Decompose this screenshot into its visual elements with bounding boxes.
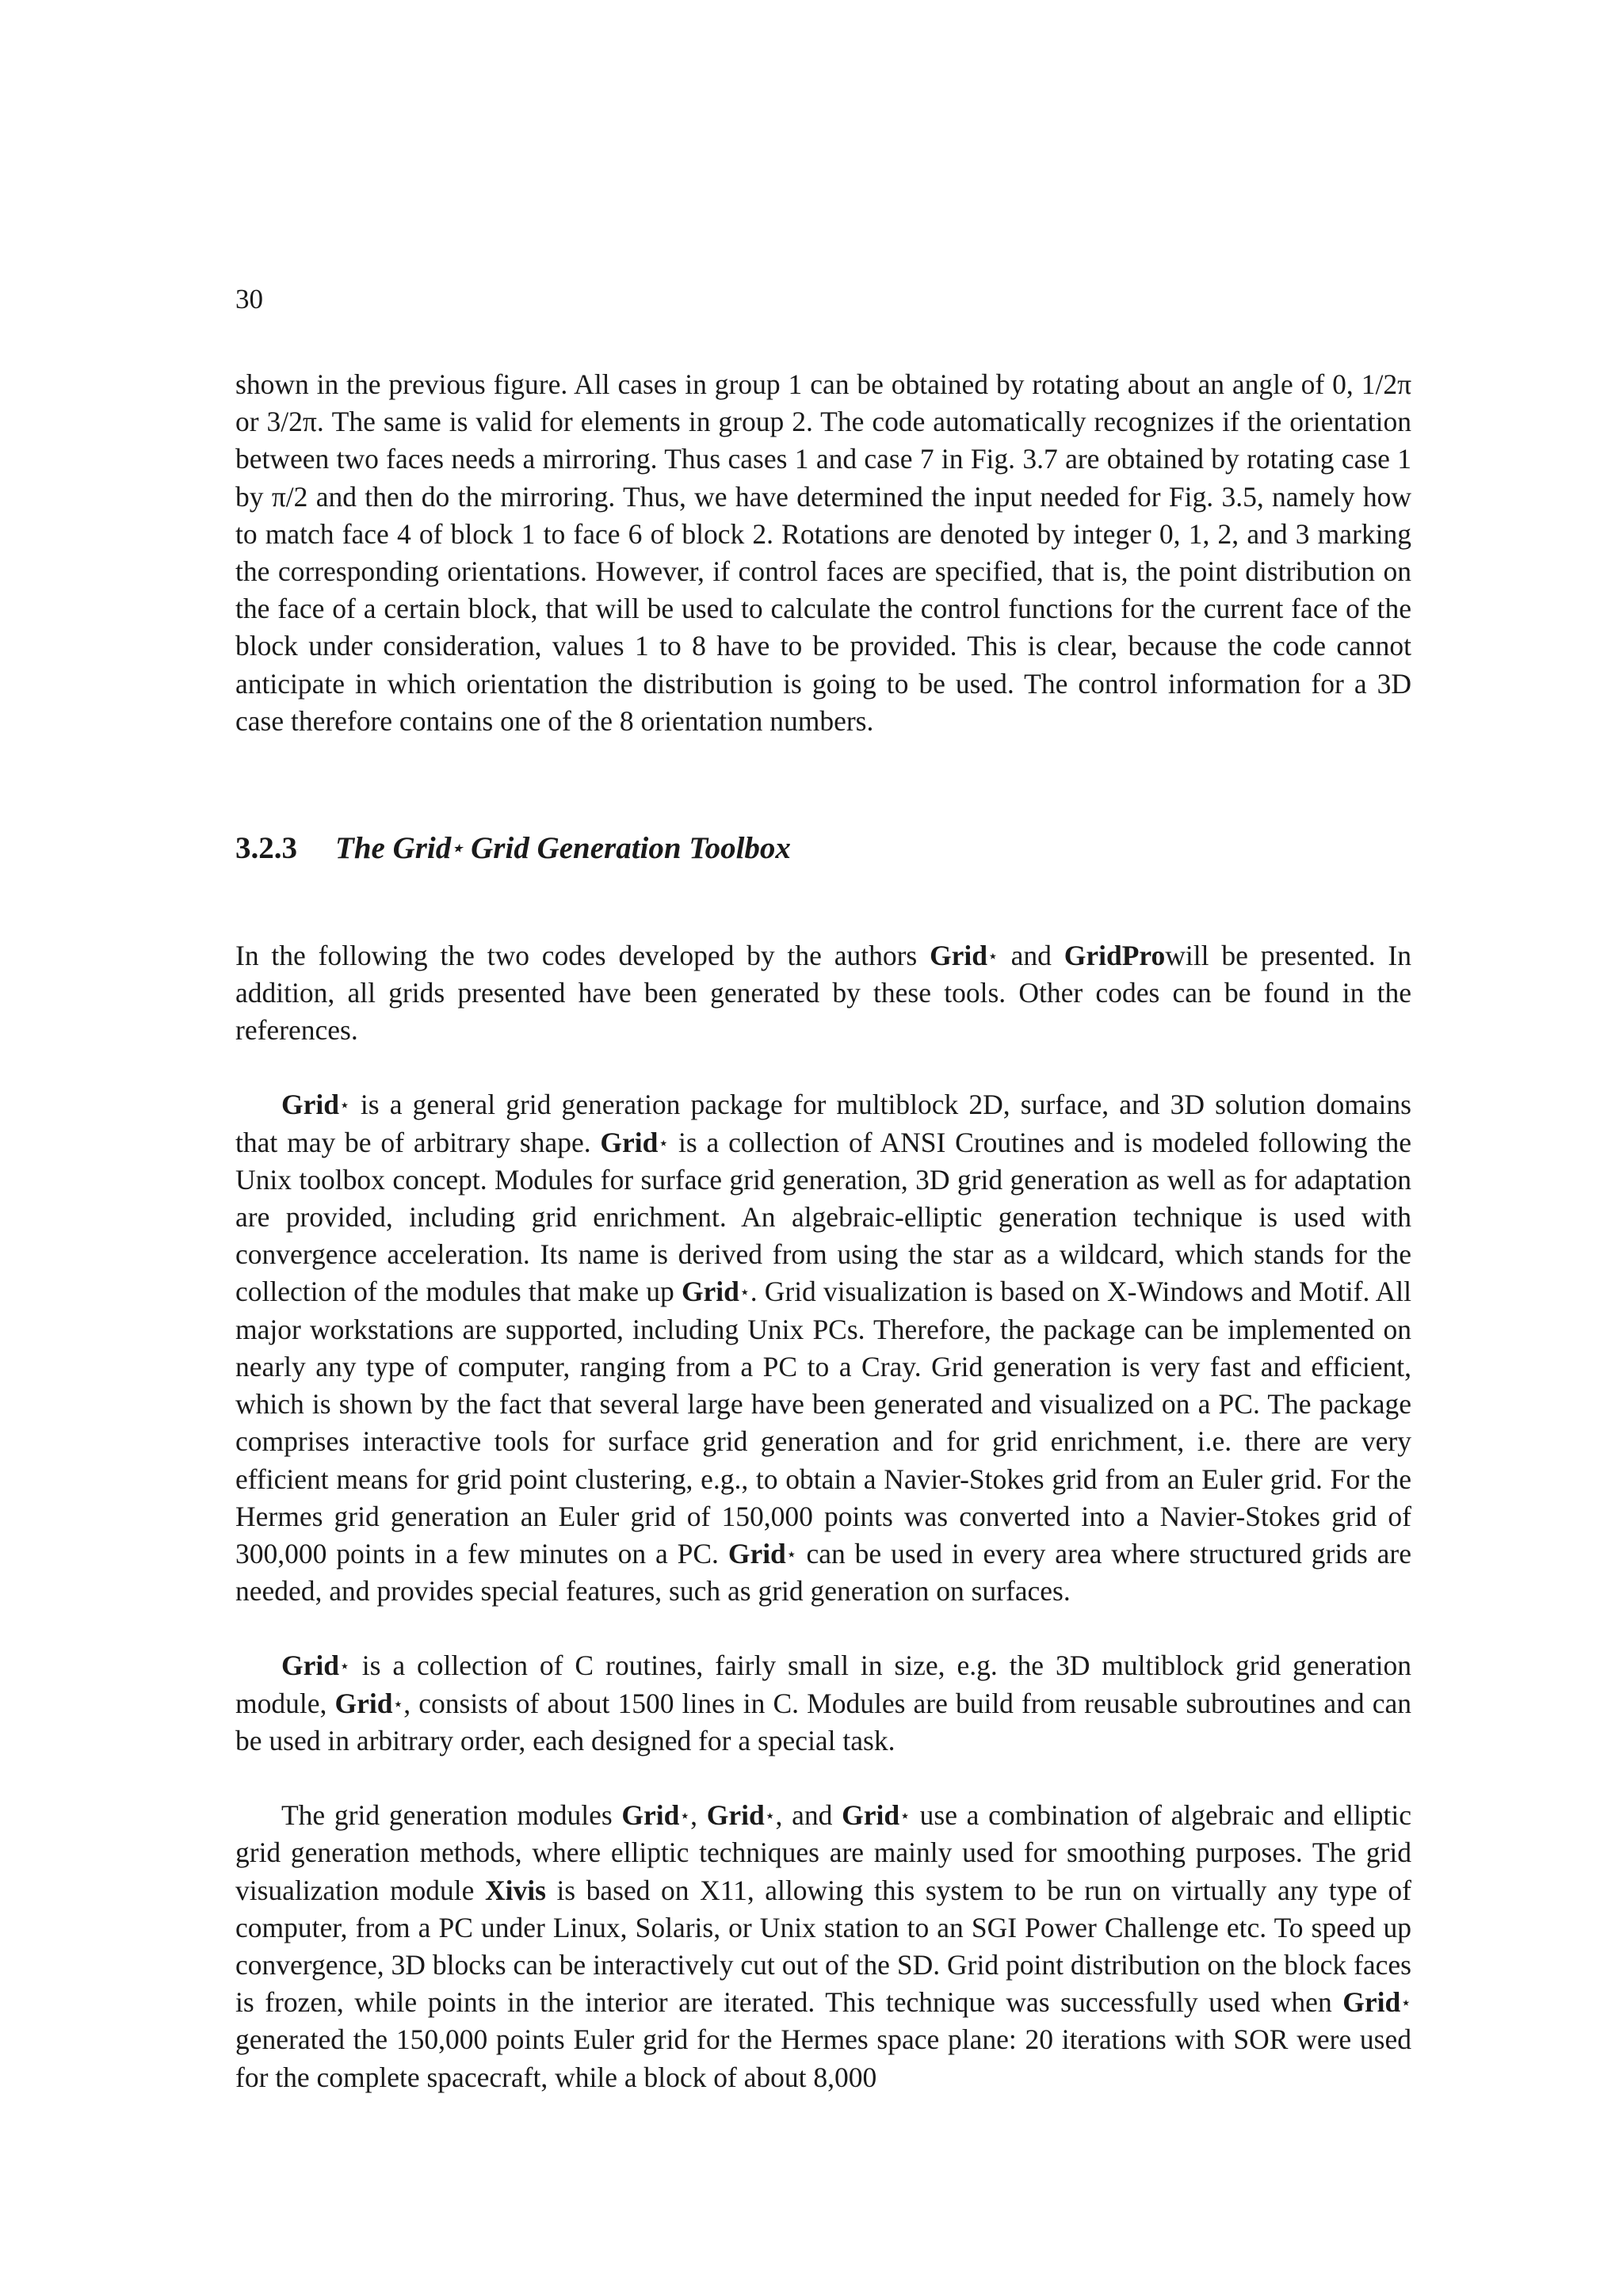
page-number: 30 bbox=[235, 284, 263, 315]
text-run: use a combination of algebraic and elliptic grid generation methods, where elliptic techniques are mainly used for smoothing purposes. The grid visualization module bbox=[235, 1799, 1412, 1906]
text-run: generated the 150,000 points Euler grid for the Hermes space plane: 20 iterations with SOR were used for the complete spacecraft, while a block of about 8,000 bbox=[235, 2023, 1411, 2093]
star-symbol: ⋆ bbox=[679, 1806, 691, 1826]
text-run: will be presented. In addition, all grids presented have been generated by these tools. Other codes can be found in the references. bbox=[235, 939, 1412, 1047]
section-title-part: Grid Generation Toolbox bbox=[463, 831, 791, 866]
section-title bbox=[335, 831, 791, 865]
paragraph-text: shown in the previous figure. All cases in group 1 can be obtained by rotating about an angle of 0, 1/2π or 3/2π. The same is valid for elements in group 2. The code automatically recognizes if the orientation between two faces needs a mirroring. Thus cases 1 and case 7 in Fig. 3.7 are obtained by rotating case 1 by π/2 and then do the mirroring. Thus, we have determined the input needed for Fig. 3.5, namely how to match face 4 of block 1 to face 6 of block 2. Rotations are denoted by integer 0, 1, 2, and 3 marking the corresponding orientations. However, if control faces are specified, that is, the point distribution on the face of a certain block, that will be used to calculate the control functions for the current face of the block under consideration, values 1 to 8 have to be provided. This is clear, because the code cannot anticipate in which orientation the distribution is going to be used. The control information for a 3D case therefore contains one of the 8 orientation numbers. bbox=[235, 368, 1411, 737]
star-symbol: ⋆ bbox=[392, 1693, 404, 1714]
product-name-grid: Grid bbox=[600, 1126, 659, 1158]
star-symbol: ⋆ bbox=[451, 837, 464, 860]
product-name-grid: Grid bbox=[930, 939, 988, 971]
text-run: , bbox=[690, 1799, 707, 1832]
text-run: , and bbox=[775, 1799, 842, 1832]
product-name-grid: Grid bbox=[281, 1089, 339, 1121]
section-title-part: The Grid bbox=[335, 831, 452, 866]
star-symbol: ⋆ bbox=[764, 1806, 776, 1826]
star-symbol: ⋆ bbox=[338, 1656, 350, 1676]
paragraph-modules bbox=[235, 1797, 1411, 2096]
text-run: is a collection of ANSI Croutines and is modeled following the Unix toolbox concept. Modules for surface grid generation, 3D grid generation as well as for adaptation are provided, including grid enrichment. An algebraic-elliptic generation technique is used with convergence acceleration. Its name is derived from using the star as a wildcard, which stands for the collection of the modules that make up bbox=[235, 1126, 1411, 1308]
product-name-grid: Grid bbox=[842, 1799, 900, 1832]
text-run: is a general grid generation package for multiblock 2D, surface, and 3D solution domains that may be of arbitrary shape. bbox=[235, 1089, 1411, 1158]
section-number: 3.2.3 bbox=[235, 831, 297, 866]
star-symbol: ⋆ bbox=[1400, 1993, 1411, 2013]
product-name-grid: Grid bbox=[1342, 1986, 1401, 2019]
text-run: In the following the two codes developed by the authors bbox=[235, 939, 930, 971]
star-symbol: ⋆ bbox=[785, 1543, 797, 1564]
product-name-grid: Grid bbox=[706, 1799, 765, 1832]
product-name-grid: Grid bbox=[727, 1537, 786, 1569]
section-heading bbox=[235, 829, 1411, 869]
text-run: is based on X11, allowing this system to be run on virtually any type of computer, from a PC under Linux, Solaris, or Unix station to an SGI Power Challenge etc. To speed up convergence, 3D blocks can be interactively cut out of the SD. Grid point distribution on the block faces is frozen, while points in the interior are iterated. This technique was successfully used when bbox=[235, 1874, 1411, 2019]
product-name-grid: Grid bbox=[621, 1799, 680, 1832]
body-text bbox=[235, 366, 1411, 2134]
product-name-gridpro: GridPro bbox=[1064, 939, 1166, 971]
product-name-xivis: Xivis bbox=[484, 1874, 546, 1906]
paragraph-intro bbox=[235, 937, 1411, 1050]
star-symbol: ⋆ bbox=[899, 1806, 911, 1826]
star-symbol: ⋆ bbox=[739, 1282, 750, 1302]
star-symbol: ⋆ bbox=[338, 1095, 350, 1116]
text-run: is a collection of C routines, fairly small in size, e.g. the 3D multiblock grid generation module, bbox=[235, 1650, 1411, 1719]
paragraph-overview bbox=[235, 1086, 1411, 1610]
star-symbol: ⋆ bbox=[658, 1132, 670, 1153]
paragraph-routines bbox=[235, 1647, 1411, 1760]
product-name-grid: Grid bbox=[681, 1276, 739, 1308]
star-symbol: ⋆ bbox=[987, 945, 999, 966]
text-run: . Grid visualization is based on X-Windows and Motif. All major workstations are supported, including Unix PCs. Therefore, the package can be implemented on nearly any type of computer, ranging from a PC to a Cray. Grid generation is very fast and efficient, which is shown by the fact that several large have been generated and visualized on a PC. The package comprises interactive tools for surface grid generation and for grid enrichment, i.e. there are very efficient means for grid point clustering, e.g., to obtain a Navier-Stokes grid from an Euler grid. For the Hermes grid generation an Euler grid of 150,000 points was converted into a Navier-Stokes grid of 300,000 points in a few minutes on a PC. bbox=[235, 1276, 1411, 1569]
product-name-grid: Grid bbox=[281, 1650, 339, 1682]
paragraph-continuation bbox=[235, 366, 1411, 740]
text-run: The grid generation modules bbox=[281, 1799, 622, 1832]
text-run: can be used in every area where structured grids are needed, and provides special features, such as grid generation on surfaces. bbox=[235, 1537, 1411, 1608]
product-name-grid: Grid bbox=[334, 1687, 393, 1719]
text-run: and bbox=[998, 939, 1064, 971]
text-run: , consists of about 1500 lines in C. Modules are build from reusable subroutines and can be used in arbitrary order, each designed for a special task. bbox=[235, 1687, 1411, 1756]
